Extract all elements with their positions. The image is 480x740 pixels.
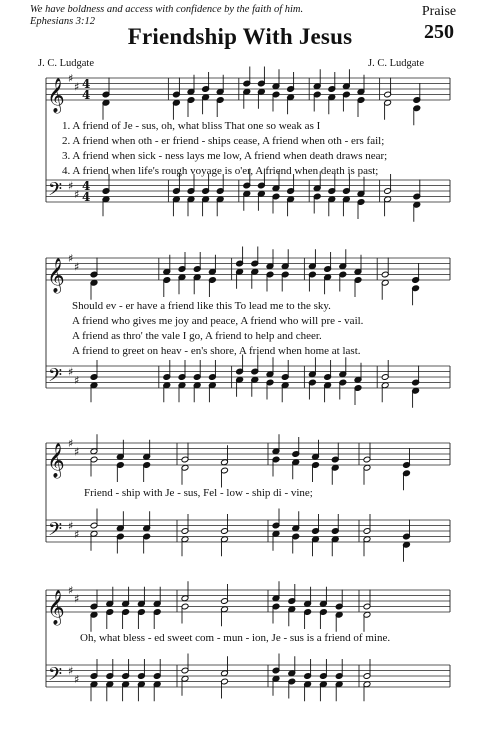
sharp-sign: ♯ — [68, 72, 74, 85]
verse-4-line-1: 4. A friend when life's rough voyage is o'er, A friend when death is past; — [62, 165, 379, 177]
system-1-bass-time-denominator: 4 — [82, 190, 91, 204]
words-credit: J. C. Ludgate — [38, 58, 94, 69]
sharp-sign: ♯ — [68, 365, 74, 379]
epigraph-text: We have boldness and access with confidence by the faith of him. — [30, 4, 304, 15]
hymn-title: Friendship With Jesus — [127, 24, 353, 49]
verse-1-line-2: Should ev - er have a friend like this To lead me to the sky. — [72, 300, 331, 312]
hymn-number: 250 — [424, 21, 454, 43]
system-1-treble-time-numerator: 4 — [82, 77, 91, 91]
refrain-line-1: Friend - ship with Je - sus, Fel - low - ship di - vine; — [84, 487, 313, 499]
sharp-sign: ♯ — [74, 187, 80, 201]
hymnal-label: Praise — [421, 4, 457, 19]
sharp-sign: ♯ — [68, 437, 74, 450]
system-1-bass-time-numerator: 4 — [82, 179, 91, 193]
system-1-bass-clef: 𝄢 — [48, 179, 63, 205]
verse-3-line-1: 3. A friend when sick - ness lays me low, A friend when death draws near; — [62, 150, 388, 162]
system-1-treble-clef: 𝄞 — [47, 78, 65, 113]
sharp-sign: ♯ — [74, 445, 80, 459]
sharp-sign: ♯ — [74, 527, 80, 541]
sharp-sign: ♯ — [74, 80, 80, 94]
sharp-sign: ♯ — [68, 519, 74, 533]
verse-4-line-2: A friend to greet on heav - en's shore, A friend when home at last. — [72, 345, 361, 357]
verse-2-line-1: 2. A friend when oth - er friend - ships cease, A friend when oth - ers fail; — [62, 135, 385, 147]
sharp-sign: ♯ — [68, 252, 74, 265]
music-credit: J. C. Ludgate — [368, 58, 424, 69]
sharp-sign: ♯ — [74, 260, 80, 274]
sharp-sign: ♯ — [74, 592, 80, 606]
verse-1-line-1: 1. A friend of Je - sus, oh, what bliss That one so weak as I — [62, 120, 321, 132]
verse-2-line-2: A friend who gives me joy and peace, A friend who will pre - vail. — [72, 315, 364, 327]
system-3-bass-clef: 𝄢 — [48, 519, 63, 545]
system-2-treble-clef: 𝄞 — [47, 258, 65, 293]
system-4-treble-clef: 𝄞 — [47, 590, 65, 625]
refrain-line-2: Oh, what bless - ed sweet com - mun - ion, Je - sus is a friend of mine. — [80, 632, 391, 644]
system-2-bass-clef: 𝄢 — [48, 365, 63, 391]
sharp-sign: ♯ — [68, 179, 74, 193]
sharp-sign: ♯ — [74, 672, 80, 686]
sharp-sign: ♯ — [68, 584, 74, 597]
sharp-sign: ♯ — [68, 664, 74, 678]
system-4-bass-clef: 𝄢 — [48, 664, 63, 690]
epigraph-reference: Ephesians 3:12 — [30, 16, 96, 27]
verse-3-line-2: A friend as thro' the vale I go, A friend to help and cheer. — [72, 330, 322, 342]
system-3-treble-clef: 𝄞 — [47, 443, 65, 478]
sharp-sign: ♯ — [74, 373, 80, 387]
system-1-treble-time-denominator: 4 — [82, 88, 91, 102]
